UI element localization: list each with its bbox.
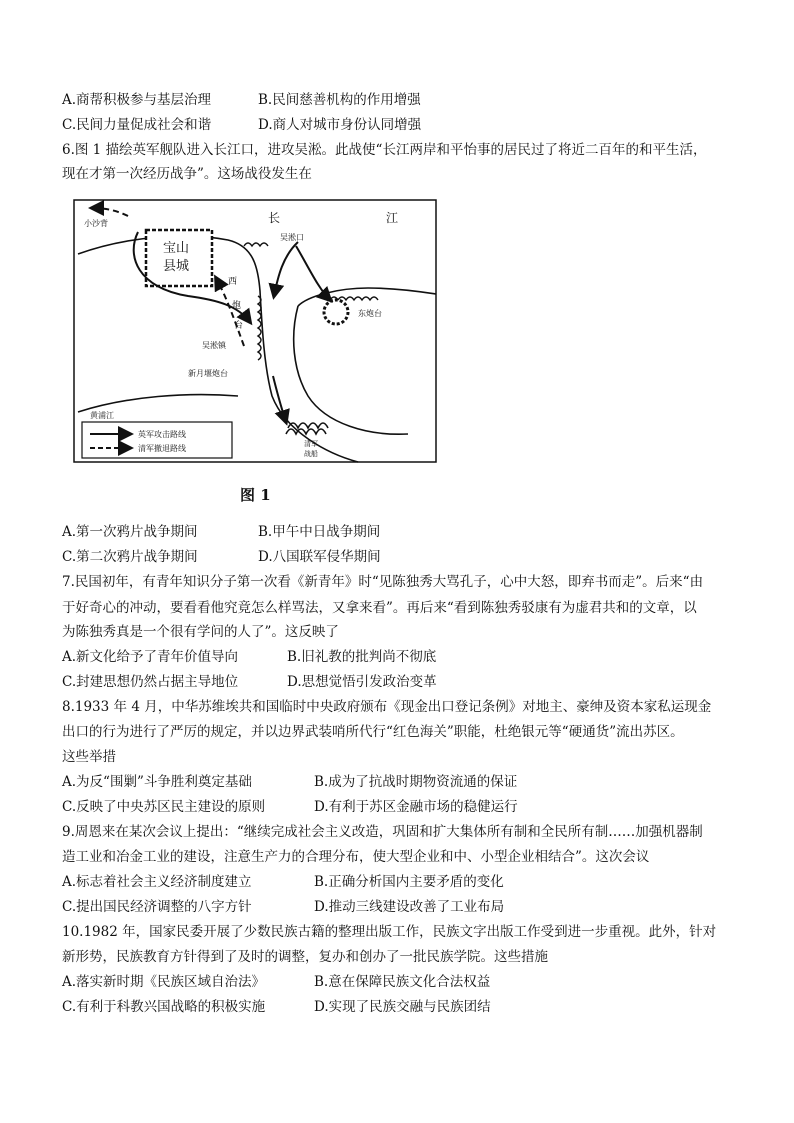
- east-battery-label: 东炮台: [358, 309, 382, 318]
- q7-stem-line-2: 于好奇心的冲动，要看看他究竟怎么样骂法，又拿来看”。再后来“看到陈独秀驳康有为虚君共和的文章，以: [62, 600, 697, 616]
- east-battery-circle: [324, 300, 348, 324]
- q9-option-c: C.提出国民经济调整的八字方针: [62, 899, 252, 915]
- q9-option-a: A.标志着社会主义经济制度建立: [62, 874, 252, 890]
- qing-fleet-label-1: 清军: [304, 440, 318, 448]
- huangpu-label: 黄浦江: [90, 411, 114, 420]
- wusongkou-label: 吴淞口: [280, 233, 304, 242]
- west-battery-label-2: 炮: [232, 301, 242, 311]
- q9-option-d: D.推动三线建设改善了工业布局: [314, 899, 505, 915]
- baoshan-city-wall: [146, 230, 212, 286]
- q7-option-b: B.旧礼教的批判尚不彻底: [287, 649, 437, 665]
- yangtze-label-1: 长: [268, 211, 281, 225]
- q9-option-b: B.正确分析国内主要矛盾的变化: [314, 874, 504, 890]
- q6-option-c: C.第二次鸦片战争期间: [62, 549, 198, 565]
- q5-option-c: C.民间力量促成社会和谐: [62, 117, 212, 133]
- q7-option-c: C.封建思想仍然占据主导地位: [62, 674, 239, 690]
- west-battery-label-1: 西: [228, 277, 238, 287]
- q6-option-b: B.甲午中日战争期间: [258, 524, 381, 540]
- q5-option-d: D.商人对城市身份认同增强: [258, 117, 422, 133]
- q7-stem-line-1: 7.民国初年，有青年知识分子第一次看《新青年》时“见陈独秀大骂孔子，心中大怒，即弃书而走”。后来“由: [62, 574, 704, 590]
- q8-stem-line-2: 出口的行为进行了严厉的规定，并以边界武装哨所代行“红色海关”职能，杜绝银元等“硬通货”流出苏区。: [62, 724, 684, 740]
- qing-fleet-label-2: 战船: [304, 450, 318, 458]
- wusong-battle-map: [68, 196, 440, 514]
- q7-option-d: D.思想觉悟引发政治变革: [287, 674, 437, 690]
- q8-option-c: C.反映了中央苏区民主建设的原则: [62, 799, 266, 815]
- q10-stem-line-2: 新形势，民族教育方针得到了及时的调整，复办和创办了一批民族学院。这些措施: [62, 949, 548, 965]
- legend-qing-label: 清军撤退路线: [138, 444, 186, 453]
- xinyueyan-label: 新月堰炮台: [188, 369, 228, 378]
- q10-option-d: D.实现了民族交融与民族团结: [314, 999, 491, 1015]
- legend-british-label: 英军攻击路线: [138, 430, 186, 439]
- q6-option-d: D.八国联军侵华期间: [258, 549, 381, 565]
- q10-option-a: A.落实新时期《民族区域自治法》: [62, 974, 266, 990]
- yangtze-label-2: 江: [386, 211, 399, 225]
- q10-stem-line-1: 10.1982 年，国家民委开展了少数民族古籍的整理出版工作，民族文字出版工作受到进一步重视。此外，针对: [62, 924, 717, 940]
- q9-stem-line-2: 造工业和冶金工业的建设，注意生产力的合理分布，使大型企业和中、小型企业相结合”。这次会议: [62, 849, 650, 865]
- q6-stem-line-2: 现在才第一次经历战争”。这场战役发生在: [62, 166, 312, 182]
- q8-option-d: D.有利于苏区金融市场的稳健运行: [314, 799, 518, 815]
- baoshan-label-1: 宝山: [163, 241, 190, 256]
- q8-stem-line-3: 这些举措: [62, 749, 116, 765]
- q8-option-a: A.为反“围剿”斗争胜利奠定基础: [62, 774, 252, 790]
- q6-stem-line-1: 6.图 1 描绘英军舰队进入长江口，进攻吴淞。此战使“长江两岸和平怡事的居民过了将近二百年的和平生活，: [62, 142, 707, 158]
- q9-stem-line-1: 9.周恩来在某次会议上提出：“继续完成社会主义改造，巩固和扩大集体所有制和全民所有制……加强机器制: [62, 824, 703, 840]
- q8-stem-line-1: 8.1933 年 4 月，中华苏维埃共和国临时中央政府颁布《现金出口登记条例》对地主、豪绅及资本家私运现金: [62, 699, 712, 715]
- q5-option-a: A.商帮积极参与基层治理: [62, 92, 212, 108]
- wusongzhen-label: 吴淞镇: [202, 341, 226, 350]
- q10-option-b: B.意在保障民族文化合法权益: [314, 974, 491, 990]
- baoshan-label-2: 县城: [163, 259, 190, 274]
- q8-option-b: B.成为了抗战时期物资流通的保证: [314, 774, 518, 790]
- q7-option-a: A.新文化给予了青年价值导向: [62, 649, 239, 665]
- q6-option-a: A.第一次鸦片战争期间: [62, 524, 198, 540]
- q5-option-b: B.民间慈善机构的作用增强: [258, 92, 421, 108]
- q7-stem-line-3: 为陈独秀真是一个很有学问的人了”。这反映了: [62, 624, 339, 640]
- xiaoshabei-label: 小沙背: [84, 219, 108, 228]
- q6-battle-map-figure: [68, 196, 440, 514]
- west-battery-label-3: 台: [234, 321, 244, 331]
- figure-caption: 图 1: [240, 486, 271, 504]
- q10-option-c: C.有利于科教兴国战略的积极实施: [62, 999, 266, 1015]
